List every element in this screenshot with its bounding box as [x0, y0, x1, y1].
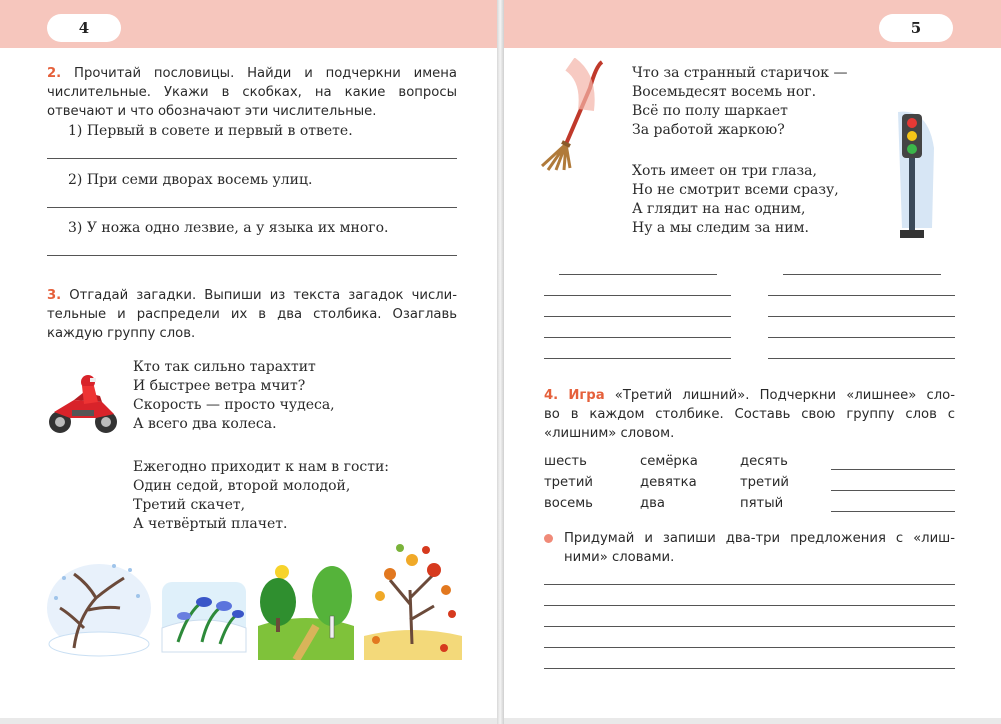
- task3-number: 3.: [47, 288, 62, 303]
- riddle-4-line: Хоть имеет он три глаза,: [632, 163, 817, 179]
- task2-number: 2.: [47, 66, 62, 81]
- traffic-light-illustration: [888, 108, 940, 242]
- page-number-right: 5: [879, 14, 953, 42]
- riddle-4-line: Ну а мы следим за ним.: [632, 220, 809, 236]
- answer-line[interactable]: [544, 647, 955, 648]
- answer-line[interactable]: [768, 358, 955, 359]
- broom-illustration: [540, 58, 612, 172]
- task2-line-3: отвечают и что обозначают эти числительные.: [47, 104, 377, 119]
- book-gutter: [497, 0, 504, 724]
- answer-line[interactable]: [768, 295, 955, 296]
- motorcycle-icon: [44, 370, 124, 438]
- riddle-3-line: Что за странный старичок —: [632, 65, 848, 81]
- task3-line-2: тельные и распредели их в два столбика. Озаглавь: [47, 307, 457, 322]
- answer-line[interactable]: [47, 207, 457, 208]
- riddle-2: [133, 458, 389, 534]
- answer-line[interactable]: [47, 158, 457, 159]
- word-cell[interactable]: десять: [740, 454, 788, 469]
- word-cell[interactable]: третий: [740, 475, 789, 490]
- riddle-1-line: И быстрее ветра мчит?: [133, 378, 306, 394]
- word-cell[interactable]: третий: [544, 475, 593, 490]
- answer-line[interactable]: [831, 490, 955, 491]
- right-page: [504, 0, 1001, 718]
- answer-line[interactable]: [544, 584, 955, 585]
- task4-label: Игра: [568, 388, 605, 403]
- answer-line[interactable]: [544, 295, 731, 296]
- answer-line[interactable]: [768, 337, 955, 338]
- answer-line[interactable]: [768, 316, 955, 317]
- column-title-line[interactable]: [559, 274, 717, 275]
- word-cell[interactable]: шесть: [544, 454, 587, 469]
- task3-line-3: каждую группу слов.: [47, 326, 196, 341]
- word-cell[interactable]: пятый: [740, 496, 784, 511]
- spring-snowdrops-illustration: [158, 572, 250, 660]
- riddle-3-line: За работой жаркою?: [632, 122, 785, 138]
- word-columns: [544, 454, 844, 518]
- task4-line-2: во в каждом столбике. Составь свою группу слов с: [544, 407, 955, 422]
- riddle-3-line: Всё по полу шаркает: [632, 103, 788, 119]
- riddle-4-line: Но не смотрит всеми сразу,: [632, 182, 839, 198]
- task4-instructions: [544, 386, 955, 443]
- proverb-2: 2) При семи дворах восемь улиц.: [68, 172, 313, 188]
- task3-line-1: Отгадай загадки. Выпиши из текста загадок числи-: [69, 288, 457, 303]
- word-cell[interactable]: семёрка: [640, 454, 698, 469]
- bullet-line-1: Придумай и запиши два-три предложения с «лиш-: [564, 531, 955, 546]
- riddle-2-line: Третий скачет,: [133, 497, 246, 513]
- riddle-1-line: А всего два колеса.: [133, 416, 277, 432]
- answer-line[interactable]: [544, 337, 731, 338]
- riddle-2-line: Ежегодно приходит к нам в гости:: [133, 459, 390, 475]
- bullet-instructions: [564, 529, 955, 567]
- winter-tree-illustration: [44, 548, 154, 658]
- riddle-3: [632, 64, 847, 140]
- riddle-1-line: Кто так сильно тарахтит: [133, 359, 316, 375]
- proverb-3: 3) У ножа одно лезвие, а у языка их много.: [68, 220, 389, 236]
- riddle-3-line: Восемьдесят восемь ног.: [632, 84, 817, 100]
- autumn-tree-illustration: [360, 540, 466, 660]
- riddle-2-line: Один седой, второй молодой,: [133, 478, 351, 494]
- proverb-1: 1) Первый в совете и первый в ответе.: [68, 123, 353, 139]
- answer-line[interactable]: [544, 316, 731, 317]
- task2-instructions: [47, 64, 457, 121]
- answer-line[interactable]: [831, 469, 955, 470]
- task2-line-1: Прочитай пословицы. Найди и подчеркни имена: [74, 66, 457, 81]
- task4-line-3: «лишним» словом.: [544, 426, 675, 441]
- task4-number: 4.: [544, 388, 559, 403]
- summer-trees-illustration: [256, 556, 356, 660]
- column-title-line[interactable]: [783, 274, 941, 275]
- left-page: [0, 0, 497, 718]
- answer-line[interactable]: [544, 358, 731, 359]
- answer-line[interactable]: [544, 605, 955, 606]
- word-cell[interactable]: девятка: [640, 475, 697, 490]
- riddle-4-line: А глядит на нас одним,: [632, 201, 806, 217]
- riddle-1-line: Скорость — просто чудеса,: [133, 397, 335, 413]
- task3-instructions: [47, 286, 457, 343]
- bullet-icon: [544, 534, 553, 543]
- answer-line[interactable]: [831, 511, 955, 512]
- page-number-left: 4: [47, 14, 121, 42]
- riddle-2-line: А четвёртый плачет.: [133, 516, 288, 532]
- word-cell[interactable]: два: [640, 496, 665, 511]
- bullet-line-2: ними» словами.: [564, 550, 675, 565]
- answer-line[interactable]: [47, 255, 457, 256]
- answer-line[interactable]: [544, 668, 955, 669]
- task2-line-2: числительные. Укажи в скобках, на какие вопросы: [47, 85, 457, 100]
- task4-line-1: «Третий лишний». Подчеркни «лишнее» сло-: [614, 388, 955, 403]
- riddle-4: [632, 162, 839, 238]
- riddle-1: [133, 358, 335, 434]
- answer-line[interactable]: [544, 626, 955, 627]
- word-cell[interactable]: восемь: [544, 496, 593, 511]
